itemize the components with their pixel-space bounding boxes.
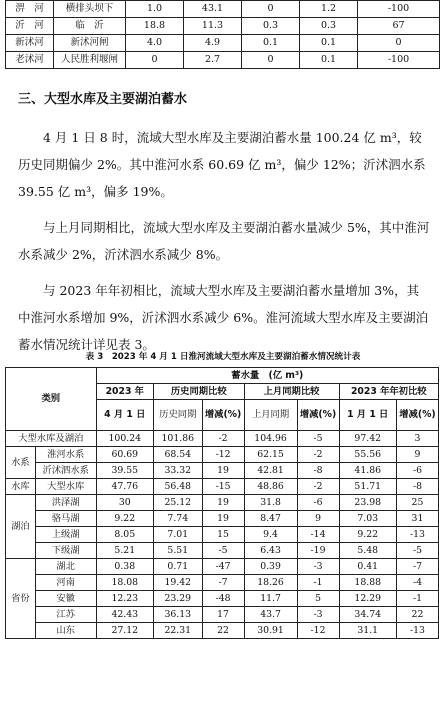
table-cell: 5.51 <box>153 543 202 559</box>
table-row <box>6 431 439 447</box>
table-cell: 48.86 <box>244 479 297 495</box>
table-cell: -6 <box>297 495 339 511</box>
table-cell: 0.3 <box>242 18 300 35</box>
table-cell: -8 <box>297 463 339 479</box>
table-cell: 97.42 <box>339 431 396 447</box>
table-cell: 31.1 <box>339 623 396 639</box>
table-cell: 9 <box>396 447 438 463</box>
table-cell: 30.91 <box>244 623 297 639</box>
table-cell: -100 <box>358 1 440 18</box>
table-cell: -12 <box>297 623 339 639</box>
table-cell: 12.23 <box>96 591 153 607</box>
table-cell: 0 <box>126 52 184 69</box>
reservoir-storage-table-body <box>6 431 439 639</box>
table-cell: -19 <box>297 543 339 559</box>
table-cell: -13 <box>396 527 438 543</box>
table-cell: 9.22 <box>339 527 396 543</box>
table-cell: -100 <box>358 52 440 69</box>
table-row <box>6 479 439 495</box>
table-cell: 9.22 <box>96 511 153 527</box>
table-cell: 39.55 <box>96 463 153 479</box>
table-row <box>6 607 439 623</box>
table-row <box>6 543 439 559</box>
table-cell: 27.12 <box>96 623 153 639</box>
table-cell: 62.15 <box>244 447 297 463</box>
table-caption: 表 3 2023 年 4 月 1 日淮河流域大型水库及主要湖泊蓄水情况统计表 <box>85 352 361 362</box>
table-cell: 5 <box>297 591 339 607</box>
table-cell: 0.39 <box>244 559 297 575</box>
row-label: 安徽 <box>35 591 96 607</box>
row-group-label: 水系 <box>6 447 36 479</box>
header-jan1: 1 月 1 日 <box>339 400 396 431</box>
table-row <box>6 623 439 639</box>
table-cell: 8.05 <box>96 527 153 543</box>
table-cell: 0 <box>242 52 300 69</box>
header-storage: 蓄水量 (亿 m³) <box>96 368 438 384</box>
row-label: 大型水库 <box>35 479 96 495</box>
table-cell: 17 <box>202 607 244 623</box>
table-cell: -47 <box>202 559 244 575</box>
table-cell: -15 <box>202 479 244 495</box>
row-label: 上级湖 <box>35 527 96 543</box>
table-row <box>6 463 439 479</box>
table-cell: 7.01 <box>153 527 202 543</box>
table-cell: 7.74 <box>153 511 202 527</box>
table-cell: 56.48 <box>153 479 202 495</box>
table-cell: 0.38 <box>96 559 153 575</box>
table-cell: 67 <box>358 18 440 35</box>
table-cell: 47.76 <box>96 479 153 495</box>
row-label: 骆马湖 <box>35 511 96 527</box>
header-prev-period: 上月同期 <box>244 400 297 431</box>
table-cell: 9 <box>297 511 339 527</box>
header-hist-period: 历史同期 <box>153 400 202 431</box>
table-cell: 19.42 <box>153 575 202 591</box>
paragraph-3: 与 2023 年年初相比，流域大型水库及主要湖泊蓄水量增加 3%，其中淮河水系增加 9%，沂沭泗水系减少 6%。淮河流域大型水库及主要湖泊蓄水情况统计详见表 3。 <box>18 283 429 352</box>
row-label: 洪泽湖 <box>35 495 96 511</box>
row-label: 下级湖 <box>35 543 96 559</box>
row-group-label: 大型水库及湖泊 <box>6 431 97 447</box>
table-cell: -12 <box>202 447 244 463</box>
table-cell: 31.8 <box>244 495 297 511</box>
table-cell: 9.4 <box>244 527 297 543</box>
row-label: 江苏 <box>35 607 96 623</box>
table-row <box>6 591 439 607</box>
table-cell: 101.86 <box>153 431 202 447</box>
paragraph-2: 与上月同期相比，流域大型水库及主要湖泊蓄水量减少 5%，其中淮河水系减少 2%，沂沭泗水系减少 8%。 <box>18 220 430 262</box>
table-cell: -13 <box>396 623 438 639</box>
river-flow-table <box>5 0 440 69</box>
table-cell: 6.43 <box>244 543 297 559</box>
table-cell: 淠 河 <box>6 1 54 18</box>
reservoir-storage-table <box>5 367 439 639</box>
table-cell: 3 <box>396 431 438 447</box>
table-cell: 25 <box>396 495 438 511</box>
table-cell: 22 <box>202 623 244 639</box>
header-prev-change: 增减(%) <box>297 400 339 431</box>
paragraph-1: 4 月 1 日 8 时，流域大型水库及主要湖泊蓄水量 100.24 亿 m³，较历史同期偏少 2%。其中淮河水系 60.69 亿 m³，偏少 12%；沂沭泗水系 39.55 亿 m³，偏多 19%。 <box>18 130 426 199</box>
table-row <box>6 511 439 527</box>
table-cell: -2 <box>297 447 339 463</box>
table-cell: -3 <box>297 607 339 623</box>
table-cell: 横排头坝下 <box>54 1 126 18</box>
table-cell: 0 <box>242 1 300 18</box>
table-cell: 0.1 <box>300 35 358 52</box>
table-cell: 19 <box>202 463 244 479</box>
table-cell: 5.21 <box>96 543 153 559</box>
table-cell: 2.7 <box>184 52 242 69</box>
table-cell: 68.54 <box>153 447 202 463</box>
row-label: 沂沭泗水系 <box>35 463 96 479</box>
header-start-change: 增减(%) <box>396 400 438 431</box>
table-cell: 临 沂 <box>54 18 126 35</box>
table-cell: 104.96 <box>244 431 297 447</box>
table-cell: 0.1 <box>242 35 300 52</box>
header-year: 2023 年 <box>96 384 153 400</box>
table-cell: 36.13 <box>153 607 202 623</box>
table-cell: -5 <box>202 543 244 559</box>
table-cell: 34.74 <box>339 607 396 623</box>
table-row <box>6 1 440 18</box>
table-cell: 22 <box>396 607 438 623</box>
table-cell: -48 <box>202 591 244 607</box>
table-cell: 0.71 <box>153 559 202 575</box>
table-cell: 19 <box>202 511 244 527</box>
table-cell: 0.3 <box>300 18 358 35</box>
header-hist: 历史同期比较 <box>153 384 244 400</box>
table-cell: 100.24 <box>96 431 153 447</box>
table-cell: -6 <box>396 463 438 479</box>
table-cell: 43.1 <box>184 1 242 18</box>
table-cell: 5.48 <box>339 543 396 559</box>
header-start: 2023 年年初比较 <box>339 384 438 400</box>
table-cell: -1 <box>396 591 438 607</box>
table-cell: 0 <box>358 35 440 52</box>
header-category: 类别 <box>6 368 97 431</box>
table-cell: 老沭河 <box>6 52 54 69</box>
table-cell: 1.2 <box>300 1 358 18</box>
table-cell: 0.41 <box>339 559 396 575</box>
table-cell: 11.7 <box>244 591 297 607</box>
table-cell: 23.98 <box>339 495 396 511</box>
table-cell: -2 <box>297 479 339 495</box>
table-cell: 4.0 <box>126 35 184 52</box>
row-label: 山东 <box>35 623 96 639</box>
table-cell: 7.03 <box>339 511 396 527</box>
row-label: 湖北 <box>35 559 96 575</box>
header-prev: 上月同期比较 <box>244 384 339 400</box>
table-row <box>6 18 440 35</box>
table-cell: 1.0 <box>126 1 184 18</box>
table-row <box>6 495 439 511</box>
table-cell: -7 <box>202 575 244 591</box>
row-label: 淮河水系 <box>35 447 96 463</box>
table-cell: 23.29 <box>153 591 202 607</box>
table-cell: 18.88 <box>339 575 396 591</box>
table-cell: 42.43 <box>96 607 153 623</box>
row-group-label: 湖泊 <box>6 495 36 559</box>
table-cell: 新沭河 <box>6 35 54 52</box>
table-cell: 18.8 <box>126 18 184 35</box>
table-cell: -14 <box>297 527 339 543</box>
table-cell: 0.1 <box>300 52 358 69</box>
table-cell: -4 <box>396 575 438 591</box>
row-group-label: 水库 <box>6 479 36 495</box>
table-row <box>6 35 440 52</box>
table-cell: 4.9 <box>184 35 242 52</box>
river-flow-table-body <box>6 1 440 69</box>
table-row <box>6 527 439 543</box>
table-row <box>6 447 439 463</box>
row-group-label: 省份 <box>6 559 36 639</box>
table-cell: 12.29 <box>339 591 396 607</box>
header-hist-change: 增减(%) <box>202 400 244 431</box>
table-cell: 43.7 <box>244 607 297 623</box>
table-cell: 22.31 <box>153 623 202 639</box>
table-cell: 42.81 <box>244 463 297 479</box>
table-cell: -7 <box>396 559 438 575</box>
table-cell: 19 <box>202 495 244 511</box>
table-cell: 11.3 <box>184 18 242 35</box>
table-cell: -5 <box>297 431 339 447</box>
table-cell: 8.47 <box>244 511 297 527</box>
table-cell: 60.69 <box>96 447 153 463</box>
table-cell: -2 <box>202 431 244 447</box>
table-cell: 55.56 <box>339 447 396 463</box>
table-header-row <box>6 368 439 384</box>
row-label: 河南 <box>35 575 96 591</box>
table-cell: 33.32 <box>153 463 202 479</box>
table-cell: -3 <box>297 559 339 575</box>
table-cell: -1 <box>297 575 339 591</box>
table-cell: 沂 河 <box>6 18 54 35</box>
table-cell: 新沭河闸 <box>54 35 126 52</box>
table-row <box>6 575 439 591</box>
table-cell: 41.86 <box>339 463 396 479</box>
table-cell: 人民胜利堰闸 <box>54 52 126 69</box>
table-cell: 18.08 <box>96 575 153 591</box>
table-cell: 30 <box>96 495 153 511</box>
section-heading: 三、大型水库及主要湖泊蓄水 <box>18 92 188 107</box>
header-date: 4 月 1 日 <box>96 400 153 431</box>
table-row <box>6 52 440 69</box>
table-cell: -8 <box>396 479 438 495</box>
table-cell: 51.71 <box>339 479 396 495</box>
table-row <box>6 559 439 575</box>
table-cell: 31 <box>396 511 438 527</box>
table-cell: 18.26 <box>244 575 297 591</box>
table-cell: 25.12 <box>153 495 202 511</box>
table-cell: -5 <box>396 543 438 559</box>
table-cell: 15 <box>202 527 244 543</box>
